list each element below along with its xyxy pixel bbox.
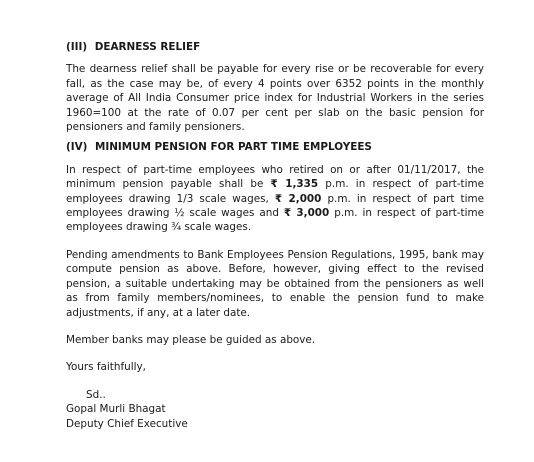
pension-amount-2: ₹ 2,000 <box>274 192 322 205</box>
section-title: DEARNESS RELIEF <box>94 41 201 53</box>
section-number: (III) <box>66 41 88 53</box>
signature-sd: Sd.. <box>86 388 106 401</box>
text-fragment: p.m. in respect of part time employees drawing ½ scale wages and <box>66 192 484 220</box>
amendments-paragraph: Pending amendments to Bank Employees Pension Regulations, 1995, bank may compute pension as above. Before, however, giving effect to the revised pension, a suitable undertaking may be obtained from the pensioners as well as from family members/nominees, to enable the pension fund to make adjustments, if any, at a later date. <box>66 248 484 319</box>
pension-amount-1: ₹ 1,335 <box>270 178 319 191</box>
text-fragment: p.m. in respect of part-time employees drawing 1/3 scale wages, <box>66 178 485 205</box>
minimum-pension-paragraph <box>66 163 484 235</box>
text-fragment: p.m. in respect of part-time employees drawing ¾ scale wages. <box>66 207 485 234</box>
pension-amount-3: ₹ 3,000 <box>283 207 330 220</box>
salutation: Yours faithfully, <box>66 361 146 374</box>
section-title: MINIMUM PENSION FOR PART TIME EMPLOYEES <box>95 141 372 154</box>
signatory-designation: Deputy Chief Executive <box>66 417 188 430</box>
signatory-name: Gopal Murli Bhagat <box>66 403 166 416</box>
guidance-line: Member banks may please be guided as above. <box>66 333 316 346</box>
signature-block <box>66 388 484 431</box>
section-number: (IV) <box>66 141 88 154</box>
text-fragment: In respect of part-time employees who retired on or after 01/11/2017, the minimum pension payable shall be <box>66 163 484 191</box>
section-heading-minimum-pension <box>66 140 484 154</box>
section-heading-dearness-relief <box>66 40 484 54</box>
dearness-relief-paragraph: The dearness relief shall be payable for every rise or be recoverable for every fall, as the case may be, of every 4 points over 6352 points in the monthly average of All India Consumer price index for Industrial Workers in the series 1960=100 at the rate of 0.07 per cent per slab on the basic pension for pensioners and family pensioners. <box>66 63 484 134</box>
